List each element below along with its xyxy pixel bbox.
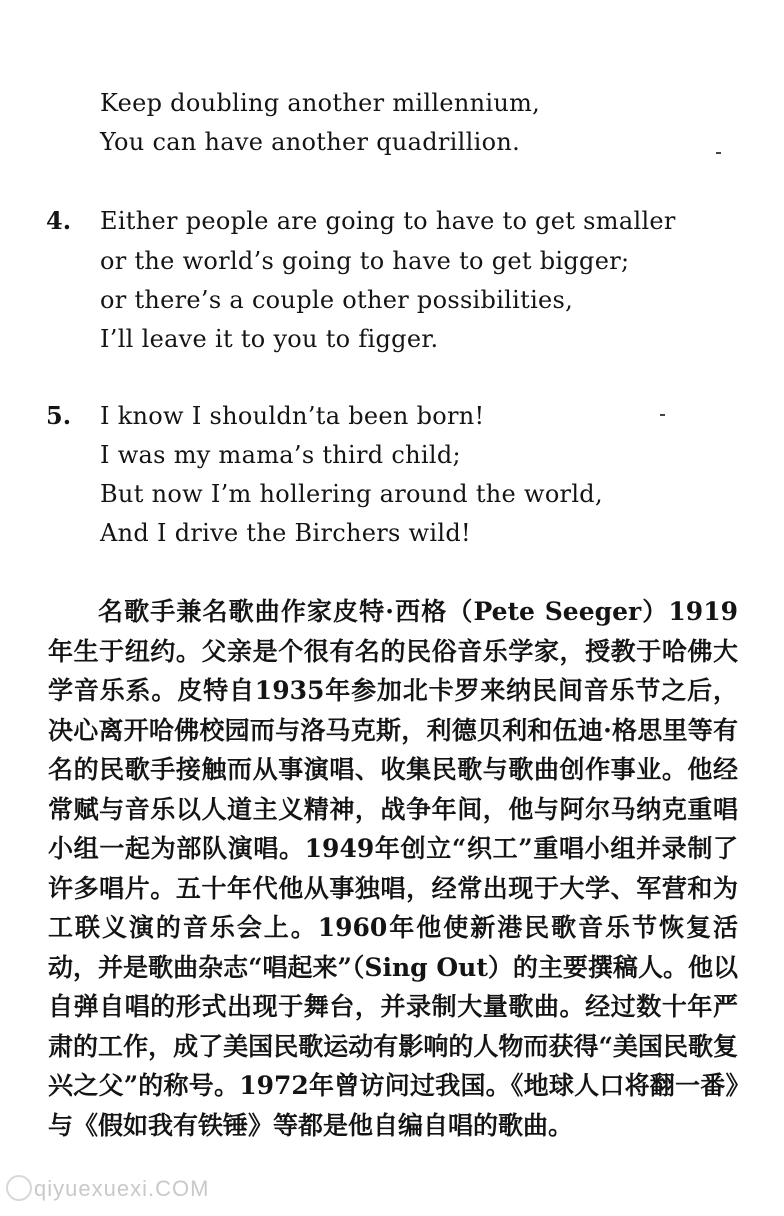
verse-line: You can have another quadrillion. [100,128,521,156]
verse-number: 5. [46,401,72,430]
watermark-text: qiyuexuexi.COM [34,1176,210,1201]
watermark-logo-icon [6,1175,32,1201]
verse-line: I was my mama’s third child; [100,441,461,469]
biography-paragraph: 名歌手兼名歌曲作家皮特·西格（Pete Seeger）1919年生于纽约。父亲是个很有名的民俗音乐学家，授教于哈佛大学音乐系。皮特自1935年参加北卡罗来纳民间音乐节之后，决心离开哈佛校园而与洛马克斯，利德贝利和伍迪·格思里等有名的民歌手接触而从事演唱、收集民歌与歌曲创作事业。他经常赋与音乐以人道主义精神，战争年间，他与阿尔马纳克重唱小组一起为部队演唱。1949年创立“织工”重唱小组并录制了许多唱片。五十年代他从事独唱，经常出现于大学、军营和为工联义演的音乐会上。1960年他使新港民歌音乐节恢复活动，并是歌曲杂志“唱起来”（Sing Out）的主要撰稿人。他以自弹自唱的形式出现于舞台，并录制大量歌曲。经过数十年严肃的工作，成了美国民歌运动有影响的人物而获得“美国民歌复兴之父”的称号。1972年曾访问过我国。《地球人口将翻一番》与《假如我有铁锤》等都是他自编自唱的歌曲。 [48,597,738,1140]
verse-line: Either people are going to have to get smaller [100,207,676,235]
verse-line: I know I shouldn’ta been born! [100,402,485,430]
verse-line: And I drive the Birchers wild! [100,519,471,547]
verse-line: or the world’s going to have to get bigger; [100,247,630,275]
verse-line: Keep doubling another millennium, [100,89,541,117]
verse-line: But now I’m hollering around the world, [100,480,603,508]
verse-line: or there’s a couple other possibilities, [100,286,574,314]
site-watermark [6,1176,209,1203]
scan-speck [660,414,665,416]
scan-speck [716,152,721,154]
verse-line: I’ll leave it to you to figger. [100,325,439,353]
verse-number: 4. [46,206,72,235]
